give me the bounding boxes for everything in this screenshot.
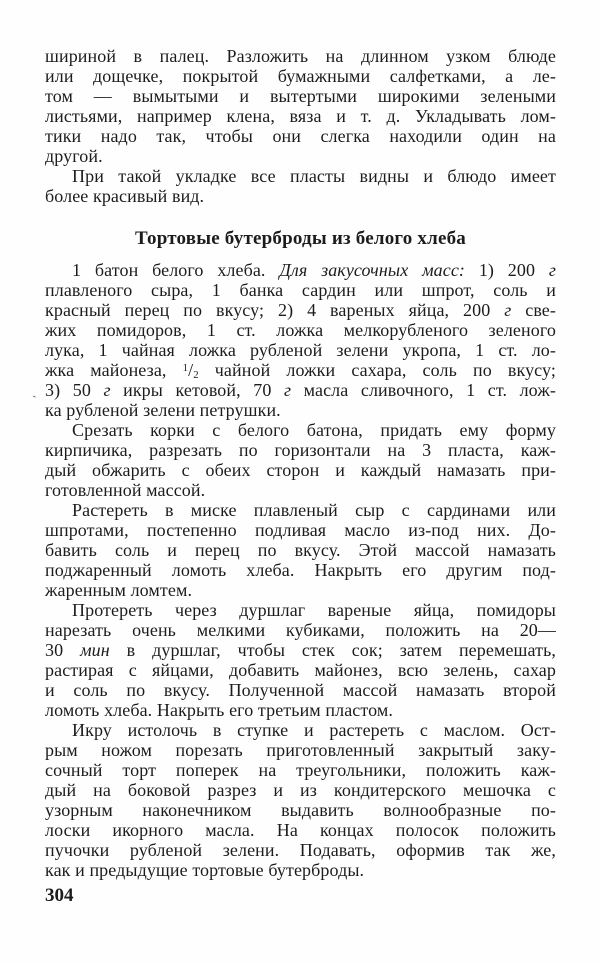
text-segment: Срезать корки с белого батона, придать ему форму (72, 420, 556, 440)
text-line (45, 66, 556, 86)
text-line (45, 680, 556, 700)
text-line (45, 640, 556, 660)
text-line (45, 106, 556, 126)
text-line (45, 800, 556, 820)
text-line (45, 660, 556, 680)
text-line (45, 540, 556, 560)
text-segment: све- (511, 300, 556, 320)
text-segment: 3) 50 (45, 380, 104, 400)
text-line (45, 166, 556, 186)
text-line (45, 580, 556, 600)
text-segment: жих помидоров, 1 ст. ложка мелкорубленого зеленого (45, 320, 556, 340)
scan-artifact-mark: ˏ (29, 382, 37, 399)
text-line (45, 300, 556, 320)
text-line (45, 360, 556, 380)
text-segment: другой. (45, 146, 103, 166)
text-segment: бавить соль и перец по вкусу. Этой массой намазать (45, 540, 556, 560)
text-segment: тики надо так, чтобы они слегка находили один на (45, 126, 556, 146)
text-line (45, 420, 556, 440)
text-line (45, 146, 556, 166)
text-segment: 1 (182, 362, 189, 375)
page-number: 304 (45, 885, 74, 906)
text-segment: ка рубленой зелени петрушки. (45, 400, 281, 420)
text-segment: в дуршлаг, чтобы стек сок; затем перемешать, (109, 640, 556, 660)
text-line (45, 860, 556, 880)
text-segment: нарезать очень мелкими кубиками, положить на 20— (45, 620, 556, 640)
text-segment: 2 (193, 368, 199, 381)
text-line (45, 840, 556, 860)
text-line (45, 560, 556, 580)
text-line (45, 460, 556, 480)
text-line (45, 500, 556, 520)
text-segment: / (188, 360, 194, 380)
text-segment: Растереть в миске плавленый сыр с сардинами или (72, 500, 556, 520)
text-segment: 1) 200 (465, 260, 549, 280)
text-line (45, 700, 556, 720)
text-segment: растирая с яйцами, добавить майонез, всю зелень, сахар (45, 660, 556, 680)
text-segment: узорным наконечником выдавить волнообразные по- (45, 800, 556, 820)
text-line (45, 340, 556, 360)
text-segment: шпротами, постепенно подливая масло из-под них. До- (45, 520, 556, 540)
text-segment: плавленого сыра, 1 банка сардин или шпрот, соль и (45, 280, 556, 300)
text-segment: поджаренный ломоть хлеба. Накрыть его другим под- (45, 560, 556, 580)
text-segment: мин (80, 640, 110, 660)
text-line (45, 86, 556, 106)
text-line (45, 400, 556, 420)
text-segment: красный перец по вкусу; 2) 4 вареных яйца, 200 (45, 300, 505, 320)
text-segment: масла сливочного, 1 ст. лож- (291, 380, 556, 400)
text-segment: шириной в палец. Разложить на длинном узком блюде (45, 46, 556, 66)
text-line (45, 126, 556, 146)
text-segment: Протереть через дуршлаг вареные яйца, помидоры (72, 600, 556, 620)
text-line (45, 46, 556, 66)
text-line (45, 760, 556, 780)
text-segment: ломоть хлеба. Накрыть его третьим пластом. (45, 700, 393, 720)
text-line (45, 186, 556, 206)
text-line (45, 320, 556, 340)
text-line (45, 380, 556, 400)
text-segment: готовленной массой. (45, 480, 206, 500)
text-segment: кирпичика, разрезать по горизонтали на 3 пласта, каж- (45, 440, 556, 460)
text-line (45, 740, 556, 760)
text-segment: сочный торт поперек на треугольники, положить каж- (45, 760, 556, 780)
text-segment: икры кетовой, 70 (110, 380, 284, 400)
text-segment: и соль по вкусу. Полученной массой намазать второй (45, 680, 556, 700)
text-segment: чайной ложки сахара, соль по вкусу; (198, 360, 556, 380)
text-segment: жаренным ломтем. (45, 580, 193, 600)
text-segment: дый обжарить с обеих сторон и каждый намазать при- (45, 460, 556, 480)
text-line (45, 820, 556, 840)
text-line (45, 620, 556, 640)
text-segment: лоски икорного масла. На концах полосок положить (45, 820, 556, 840)
text-line (45, 600, 556, 620)
text-segment: Икру истолочь в ступке и растереть с маслом. Ост- (72, 720, 556, 740)
text-segment: более красивый вид. (45, 186, 205, 206)
text-segment: рым ножом порезать приготовленный закрытый заку- (45, 740, 556, 760)
text-segment: как и предыдущие тортовые бутерброды. (45, 860, 365, 880)
text-line (45, 480, 556, 500)
text-line (45, 520, 556, 540)
text-segment: 1 батон белого хлеба. (72, 260, 280, 280)
text-line (45, 780, 556, 800)
text-segment: пучочки рубленой зелени. Подавать, оформив так же, (45, 840, 556, 860)
text-segment: листьями, например клена, вяза и т. д. Укладывать лом- (45, 106, 556, 126)
text-segment: г (548, 260, 556, 280)
text-segment: г (504, 300, 512, 320)
text-segment: г (103, 380, 111, 400)
text-line (45, 260, 556, 280)
text-line (45, 280, 556, 300)
page-text (45, 46, 556, 880)
text-segment: дый на боковой разрез и из кондитерского мешочка с (45, 780, 556, 800)
text-segment: При такой укладке все пласты видны и блюдо имеет (72, 166, 556, 186)
text-segment: жка майонеза, (45, 360, 183, 380)
text-line (45, 440, 556, 460)
text-segment: г (283, 380, 292, 400)
text-segment: том — вымытыми и вытертыми широкими зелеными (45, 86, 556, 106)
text-segment: Для закусочных масс: (279, 260, 466, 280)
text-segment: лука, 1 чайная ложка рубленой зелени укропа, 1 ст. ло- (45, 340, 556, 360)
text-segment: 30 (45, 640, 81, 660)
text-line (45, 720, 556, 740)
text-segment: или дощечке, покрытой бумажными салфетками, а ле- (45, 66, 556, 86)
section-heading: Тортовые бутерброды из белого хлеба (134, 228, 467, 249)
